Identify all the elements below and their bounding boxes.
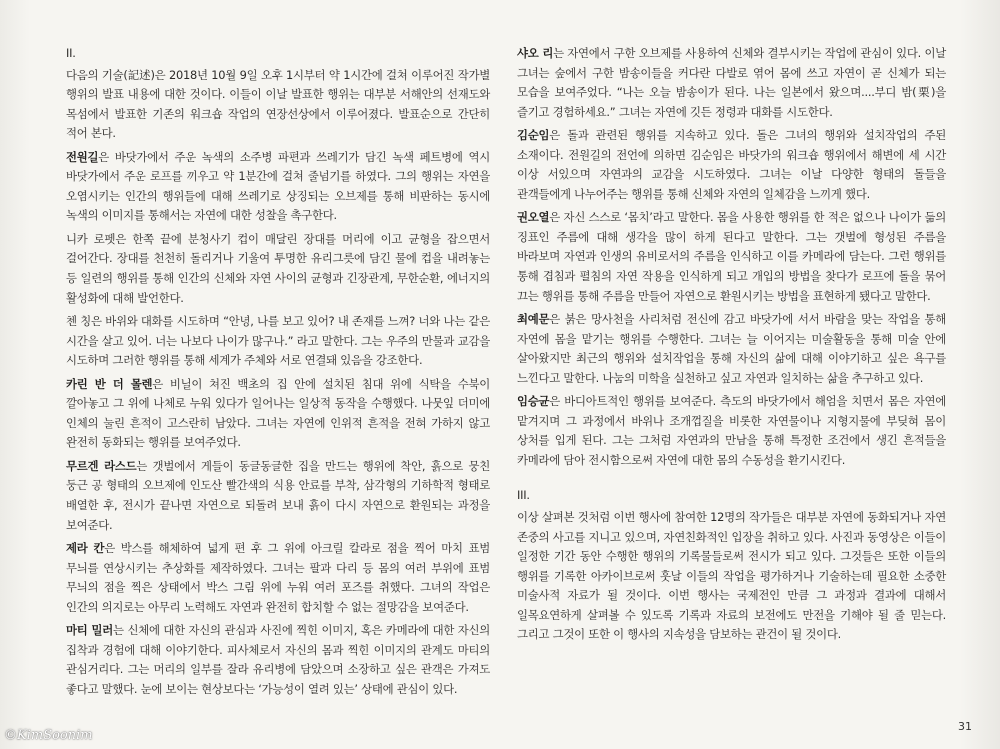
left-column [66, 44, 490, 704]
artist-name: 최예문 [517, 312, 550, 327]
artist-description: 는 신체에 대한 자신의 관심과 사진에 찍힌 이미지, 혹은 카메라에 대한 자신의 집착과 경험에 대해 이야기한다. 피사체로서 자신의 몸과 찍힌 이미지의 관계도 마티의 관심거리다. 그는 머리의 일부를 잘라 유리병에 담았으며 소장하고 싶은 관객은 가져도 좋다고 말했다. 눈에 보이는 현상보다는 ‘가능성이 열려 있는’ 상태에 관심이 있다. [66, 623, 491, 696]
artist-paragraph [66, 457, 490, 535]
artist-name: 첸 칭 [66, 314, 91, 329]
artist-paragraph [66, 539, 490, 617]
closing-paragraph: 이상 살펴본 것처럼 이번 행사에 참여한 12명의 작가들은 대부분 자연에 동화되거나 자연 존중의 사고를 지니고 있으며, 자연친화적인 입장을 취하고 있다. 사진과 동영상은 이들이 일정한 기간 동안 수행한 행위의 기록물들로써 전시가 되고 있다. 그것들은 또한 이들의 행위를 기록한 아카이브로써 훗날 이들의 작업을 평가하거나 기술하는데 필요한 소중한 미술사적 자료가 될 것이다. 이번 행사는 국제전인 만큼 그 과정과 결과에 대해서 일목요연하게 살펴볼 수 있도록 기록과 자료의 보전에도 만전을 기해야 될 줄 믿는다. 그리고 그것이 또한 이 행사의 지속성을 담보하는 관건이 될 것이다. [517, 510, 946, 642]
artist-description: 은 바닷가에서 주운 녹색의 소주병 파편과 쓰레기가 담긴 녹색 페트병에 역시 바닷가에서 주운 로프를 끼우고 약 1분간에 걸쳐 줄넘기를 하였다. 그의 행위는 자연을 오염시키는 인간의 행위들에 대해 쓰레기로 상징되는 오브제를 통해 비판하는 동시에 녹색의 이미지를 통해서는 자연에 대한 성찰을 촉구한다. [66, 149, 490, 223]
artist-description: 은 비닐이 쳐진 백초의 집 안에 설치된 침대 위에 식탁을 수북이 깔아놓고 그 위에 나체로 누워 있다가 일어나는 일상적 동작을 수행했다. 나뭇잎 더미에 인체의 눌린 흔적이 고스란히 남았다. 그녀는 자연에 인위적 흔적을 전혀 가하지 않고 완전히 동화되는 행위를 보여주었다. [66, 376, 490, 450]
artist-paragraph [517, 44, 946, 122]
artist-name: 카린 반 더 몰렌 [66, 376, 153, 391]
artist-paragraph [66, 375, 490, 453]
artist-paragraph [517, 392, 946, 470]
section-heading-ii: II. [66, 46, 76, 60]
artist-paragraph [66, 621, 490, 699]
artist-paragraph [517, 310, 946, 388]
artist-paragraph [517, 126, 946, 204]
artist-description: 은 자신 스스로 ‘몸치’라고 말한다. 몸을 사용한 행위를 한 적은 없으나 나이가 듦의 징표인 주름에 대해 생각을 많이 하게 된다고 말한다. 그는 갯벌에 형성된 주름을 바라보며 자연과 인생의 유비로서의 주름을 인식하고 이를 카메라에 담는다. 그런 행위를 통해 겹침과 펼침의 자연 작용을 인식하게 되고 개입의 방법을 찾다가 로프에 돌을 묶어 끄는 행위를 통해 주름을 만들어 자연으로 환원시키는 방법을 표현하게 됐다고 말한다. [517, 210, 946, 303]
copyright-watermark: ©KimSoonim [4, 728, 93, 743]
right-column [517, 44, 946, 649]
artist-name: 마티 밀러 [66, 623, 114, 638]
artist-description: 은 박스를 해체하여 넓게 편 후 그 위에 아크릴 칼라로 점을 찍어 마치 표범 무늬를 연상시키는 추상화를 제작하였다. 그녀는 팔과 다리 등 몸의 여러 부위에 표범 무늬의 점을 찍은 상태에서 박스 그림 위에 누워 여러 포즈를 취했다. 그녀의 작업은 인간의 의지로는 아무리 노력해도 자연과 완전히 합치할 수 없는 절망감을 보여준다. [66, 541, 490, 614]
page-number: 31 [958, 720, 972, 733]
intro-paragraph: 다음의 기술(記述)은 2018년 10월 9일 오후 1시부터 약 1시간에 걸쳐 이루어진 작가별 행위의 발표 내용에 대한 것이다. 이들이 이날 발표한 행위는 대부분 서해안의 선재도와 목섬에서 발표한 기존의 워크숍 작업의 연장선상에서 이루어졌다. 발표순으로 간단히 적어 본다. [66, 67, 490, 141]
artist-description: 은 한쪽 끝에 분청사기 컵이 매달린 장대를 머리에 이고 균형을 잡으면서 걸어간다. 장대를 천천히 돌리거나 기울여 투명한 유리그릇에 담긴 물에 컵을 내려놓는 등 일련의 행위를 통해 인간의 신체와 자연 사이의 균형과 긴장관계, 무한순환, 에너지의 활성화에 대해 발언한다. [66, 231, 491, 305]
artist-name [66, 232, 115, 246]
artist-description: 은 바디아트적인 행위를 보여준다. 측도의 바닷가에서 해엄을 치면서 몸은 자연에 맡겨지며 그 과정에서 바위나 조개껍질을 비롯한 자연물이나 지형지물에 부딪혀 몸이 상처를 입게 된다. 그는 그처럼 자연과의 만남을 통해 특정한 조건에서 생긴 흔적들을 카메라에 담아 전시함으로써 자연에 대한 몸의 수동성을 환기시킨다. [517, 394, 946, 467]
artist-description: 은 붉은 망사천을 사리처럼 전신에 감고 바닷가에 서서 바람을 맞는 작업을 통해 자연에 몸을 맡기는 행위를 수행한다. 그녀는 늘 이어지는 미술활동을 통해 미술 안에 살아왔지만 최근의 행위와 설치작업을 통해 자신의 삶에 대해 이야기하고 싶은 욕구를 느낀다고 말한다. 나눔의 미학을 실천하고 싶고 자연과 일치하는 삶을 추구하고 있다. [517, 312, 946, 385]
section-gap [517, 474, 946, 486]
artist-name: 전원길 [66, 149, 99, 164]
artist-name: 샤오 리 [517, 46, 554, 60]
artist-paragraph [66, 312, 490, 371]
artist-paragraph [66, 148, 490, 226]
artist-description: 은 돌과 관련된 행위를 지속하고 있다. 돌은 그녀의 행위와 설치작업의 주된 소재이다. 전원길의 전언에 의하면 김순임은 바닷가의 워크숍 행위에서 해변에 세 시간 이상 서있으며 자연과의 교감을 시도하였다. 그녀는 이날 다양한 형태의 돌들을 관객들에게 나누어주는 행위를 통해 신체와 자연의 일체감을 느끼게 했다. [517, 128, 946, 201]
section-heading-iii: III. [517, 488, 530, 503]
artist-name: 권오열 [517, 210, 550, 225]
artist-name: 임승균 [517, 394, 550, 409]
artist-description: 는 자연에서 구한 오브제를 사용하여 신체와 결부시키는 작업에 관심이 있다. 이날 그녀는 숲에서 구한 밤송이들을 커다란 다발로 엮어 몸에 쓰고 자연이 곧 신체가 되는 모습을 보여주었다. “나는 오늘 밤송이가 된다. 나는 일본에서 왔으며....부디 밤(栗)을 즐기고 경험하세요.” 그녀는 자연에 깃든 정령과 대화를 시도한다. [517, 46, 946, 119]
artist-description: 는 갯벌에서 게들이 동글동글한 집을 만드는 행위에 착안, 흙으로 뭉친 둥근 공 형태의 오브제에 인도산 빨간색의 식용 안료를 부착, 삼각형의 기하학적 형태로 배열한 후, 전시가 끝나면 자연으로 되돌려 보내 흙이 다시 자연으로 환원되는 과정을 보여준다. [66, 458, 490, 532]
artist-name: 무르겐 라스드 [66, 458, 137, 473]
artist-name: 김순임 [517, 128, 550, 143]
artist-name-text: 니카 로펫 [66, 231, 116, 246]
artist-name: 제라 칸 [66, 541, 105, 556]
artist-paragraph [517, 208, 946, 306]
artist-description: 은 바위와 대화를 시도하며 “안녕, 나를 보고 있어? 내 존재를 느껴? 너와 나는 같은 시간을 살고 있어. 너는 나보다 나이가 많구나.” 라고 말한다. 그는 우주의 만물과 교감을 시도하며 그러한 행위를 통해 세계가 주체와 서로 연결돼 있음을 강조한다. [66, 314, 490, 368]
artist-paragraph [66, 230, 490, 308]
